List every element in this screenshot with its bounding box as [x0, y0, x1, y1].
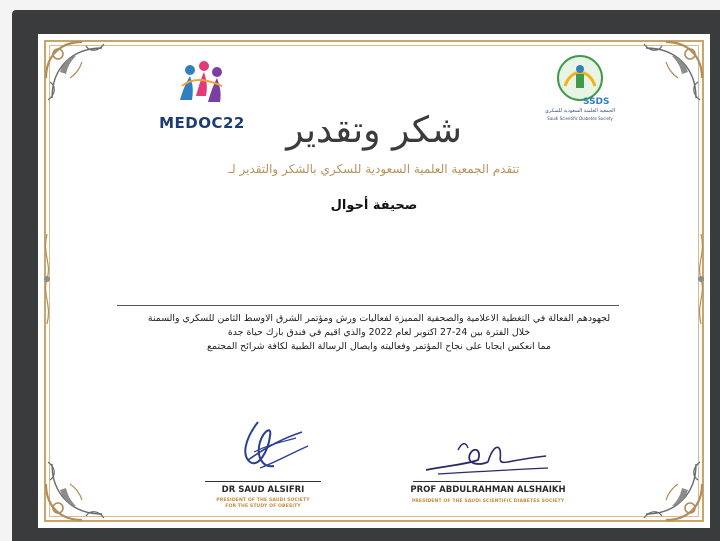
ssds-english-name: Saudi Scientific Diabetes Society — [547, 116, 613, 121]
medoc-logo-text: MEDOC22 — [159, 114, 245, 132]
certificate-title: شكر وتقدير — [286, 110, 462, 151]
signature-line — [413, 481, 561, 482]
dark-frame — [12, 10, 720, 541]
certificate-body — [94, 312, 664, 354]
ornament-corner-icon — [634, 452, 706, 524]
ssds-arabic-name: الجمعية العلمية السعودية للسكري — [544, 108, 616, 114]
signatory-role: PRESIDENT OF THE SAUDI SCIENTIFIC DIABETES SOCIETY — [411, 499, 565, 504]
certificate-page — [38, 34, 710, 528]
body-line: مما انعكس ايجابا على نجاح المؤتمر وفعاليته وايصال الرسالة الطبية لكافة شرائح المجتمع — [207, 341, 551, 352]
body-line: خلال الفترة بين 24-27 اكتوبر لعام 2022 والذي اقيم في فندق بارك حياة جدة — [227, 327, 531, 338]
ornament-corner-icon — [42, 452, 114, 524]
medoc-people-icon — [142, 56, 262, 116]
ornament-corner-icon — [634, 38, 706, 110]
body-line: لجهودهم الفعالة في التغطية الاعلامية والصحفية المميزة لفعاليات ورش ومؤتمر الشرق الاوسط الثامن للسكري والسمنة — [147, 313, 611, 324]
signature-2 — [418, 436, 558, 480]
recipient-name: صحيفة أحوال — [330, 198, 418, 213]
signature-1 — [198, 416, 328, 476]
ssds-letters: SSDS — [583, 97, 610, 107]
signatory-name: PROF ABDULRAHMAN ALSHAIKH — [410, 485, 566, 495]
ornament-edge-icon — [694, 234, 708, 324]
ornament-corner-icon — [42, 38, 114, 110]
divider-line — [117, 305, 619, 306]
ornament-edge-icon — [40, 234, 54, 324]
signatory-name: DR SAUD ALSIFRI — [221, 485, 305, 495]
ssds-emblem-icon — [543, 52, 617, 110]
certificate-subtitle: تتقدم الجمعية العلمية السعودية للسكري بالشكر والتقدير لـ — [228, 162, 520, 176]
signature-line — [205, 481, 321, 482]
signatory-role: PRESIDENT OF THE SAUDI SOCIETY FOR THE STUDY OF OBESITY — [216, 498, 310, 509]
